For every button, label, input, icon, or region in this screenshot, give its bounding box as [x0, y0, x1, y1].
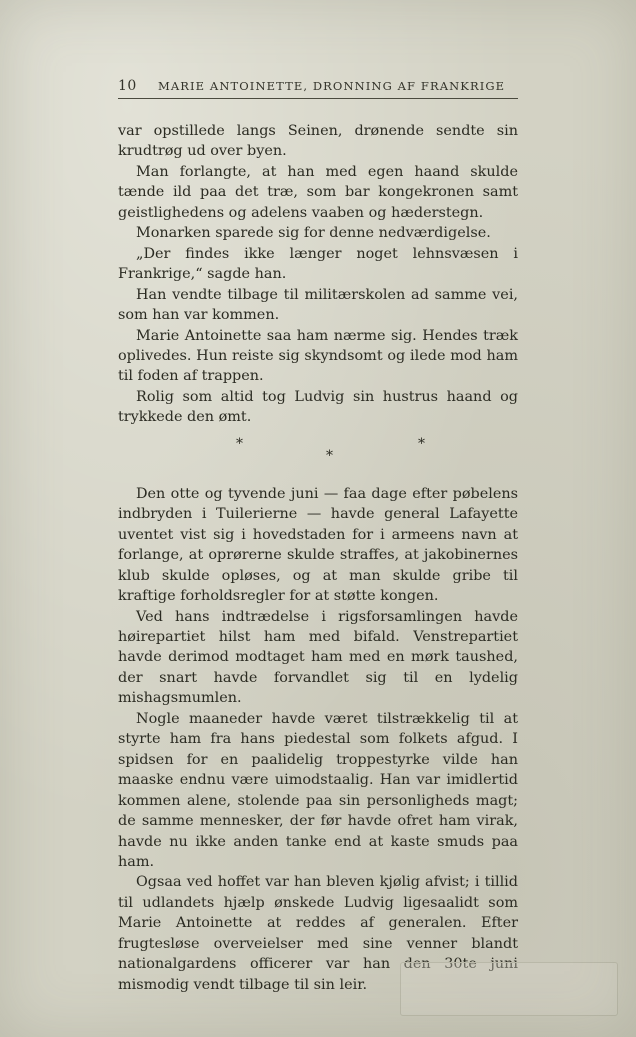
paragraph: Monarken sparede sig for denne nedværdigelse. [136, 225, 491, 242]
paragraph: Marie Antoinette saa ham nærme sig. Hendes træk oplivedes. Hun reiste sig skyndsomt og ilede mod ham til foden af trappen. [118, 327, 518, 385]
page-content [118, 78, 518, 995]
section-divider [118, 434, 518, 474]
asterisk-glyph: * [418, 435, 425, 452]
page-header [118, 78, 518, 99]
paragraph: Nogle maaneder havde været tilstrækkelig til at styrte ham fra hans piedestal som folkets afgud. I spidsen for en paalidelig troppestyrke vilde han maaske endnu være uimodstaalig. Han var imidlertid kommen alene, stolende paa sin personligheds magt; de samme mennesker, der før havde ofret ham virak, havde nu ikke anden tanke end at kaste smuds paa ham. [118, 710, 518, 870]
paragraph: Han vendte tilbage til militærskolen ad samme vei, som han var kommen. [118, 286, 518, 324]
asterisk-glyph: * [236, 435, 243, 452]
paragraph: Ogsaa ved hoffet var han bleven kjølig afvist; i tillid til udlandets hjælp ønskede Ludvig ligesaalidt som Marie Antoinette at reddes af generalen. Efter frugtesløse overveielser med sine venner blandt nationalgardens officerer var han den 30te juni mismodig vendt tilbage til sin leir. [118, 874, 518, 993]
paragraph: var opstillede langs Seinen, drønende sendte sin krudtrøg ud over byen. [118, 123, 518, 160]
spacer [118, 474, 518, 484]
page-corner-artifact [400, 962, 618, 1016]
page-number: 10 [118, 78, 137, 94]
running-head: MARIE ANTOINETTE, DRONNING AF FRANKRIGE [158, 79, 506, 93]
paragraph: Ved hans indtrædelse i rigsforsamlingen havde høirepartiet hilst ham med bifald. Venstrepartiet havde derimod modtaget ham med en mørk taushed, der snart havde forvandlet sig til en lydelig mishagsmumlen. [118, 608, 518, 707]
paragraph: Rolig som altid tog Ludvig sin hustrus haand og trykkede den ømt. [118, 388, 518, 426]
paragraph: Man forlangte, at han med egen haand skulde tænde ild paa det træ, som bar kongekronen samt geistlighedens og adelens vaaben og hæderstegn. [118, 163, 518, 221]
paragraph: Den otte og tyvende juni — faa dage efter pøbelens indbryden i Tuilerierne — havde general Lafayette uventet vist sig i hovedstaden for i armeens navn at forlange, at oprørerne skulde straffes, at jakobinernes klub skulde opløses, og at man skulde gribe til kraftige forholdsregler for at støtte kongen. [118, 485, 518, 605]
paragraph: „Der findes ikke længer noget lehnsvæsen i Frankrige,“ sagde han. [118, 245, 518, 283]
body-section-two [118, 484, 518, 995]
asterisk-glyph: * [326, 447, 333, 464]
body-section-one [118, 121, 518, 428]
